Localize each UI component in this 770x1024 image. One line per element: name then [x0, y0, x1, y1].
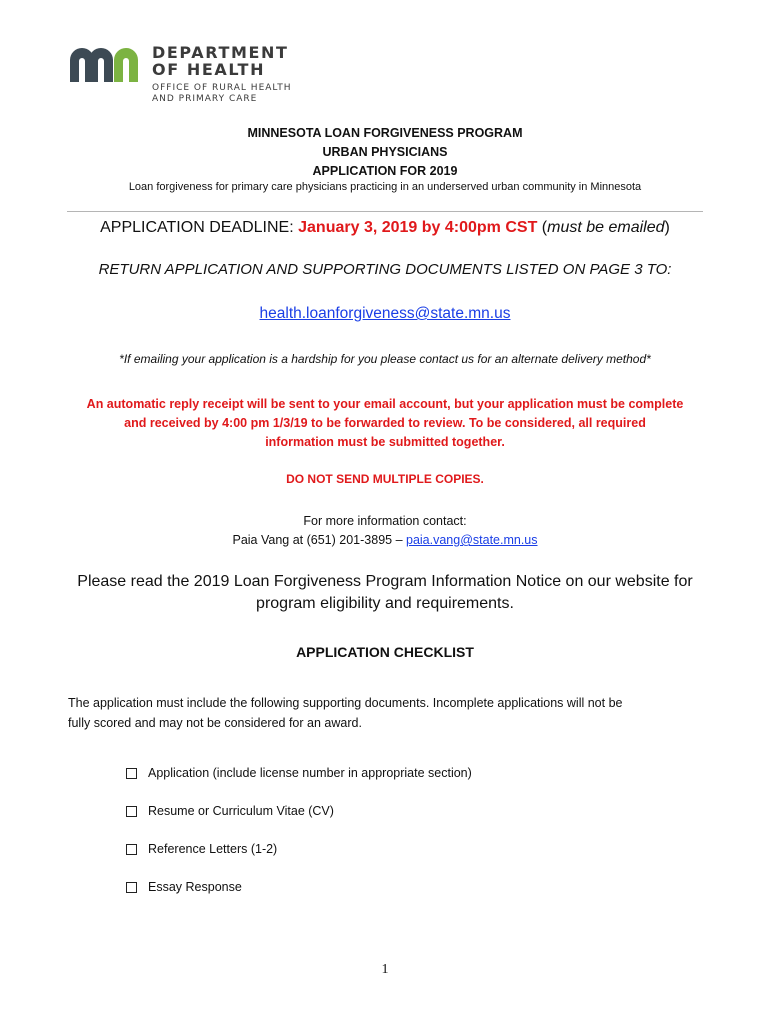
- checklist-title: APPLICATION CHECKLIST: [296, 644, 474, 660]
- deadline-open-paren: (: [537, 219, 548, 236]
- auto-reply-notice: [0, 395, 770, 452]
- checkbox[interactable]: [126, 768, 137, 779]
- checklist-intro-line-2: fully scored and may not be considered for an award.: [68, 716, 362, 730]
- checklist-item-label: Resume or Curriculum Vitae (CV): [148, 804, 334, 818]
- checklist-item-resume[interactable]: [126, 792, 472, 830]
- logo-line-4: AND PRIMARY CARE: [152, 94, 258, 104]
- program-title: MINNESOTA LOAN FORGIVENESS PROGRAM: [247, 126, 523, 140]
- info-notice-line-2: program eligibility and requirements.: [256, 595, 514, 612]
- checklist-item-label: Reference Letters (1-2): [148, 842, 278, 856]
- logo-line-1: DEPARTMENT: [152, 43, 289, 62]
- application-deadline: [0, 219, 770, 237]
- contact-details: [0, 531, 770, 550]
- checklist-intro-line-1: The application must include the following supporting documents. Incomplete applications will not be: [68, 696, 623, 710]
- checklist-item-label: Essay Response: [148, 880, 242, 894]
- deadline-label: APPLICATION DEADLINE: [100, 219, 290, 236]
- contact-heading: For more information contact:: [303, 514, 467, 528]
- application-year: APPLICATION FOR 2019: [312, 164, 458, 178]
- checklist-items: [126, 754, 472, 906]
- return-email-link[interactable]: health.loanforgiveness@state.mn.us: [259, 305, 511, 322]
- contact-info: [0, 512, 770, 550]
- document-header: [0, 124, 770, 193]
- program-description: Loan forgiveness for primary care physicians practicing in an underserved urban community in Minnesota: [128, 181, 642, 193]
- checkbox[interactable]: [126, 882, 137, 893]
- auto-reply-line-2: and received by 4:00 pm 1/3/19 to be forwarded to review. To be considered, all required: [124, 416, 646, 430]
- logo-line-3: OFFICE OF RURAL HEALTH: [152, 83, 292, 93]
- checklist-item-essay[interactable]: [126, 868, 472, 906]
- horizontal-divider: [67, 211, 703, 212]
- info-notice: [0, 571, 770, 615]
- return-instructions: RETURN APPLICATION AND SUPPORTING DOCUMENTS LISTED ON PAGE 3 TO:: [98, 261, 672, 278]
- deadline-date: January 3, 2019 by 4:00pm CST: [298, 219, 538, 236]
- checkbox[interactable]: [126, 844, 137, 855]
- deadline-note: must be emailed: [547, 219, 665, 236]
- logo-text: [152, 44, 291, 105]
- checklist-item-application[interactable]: [126, 754, 472, 792]
- logo-line-2: OF HEALTH: [152, 60, 266, 79]
- page-number: 1: [381, 962, 389, 977]
- auto-reply-line-1: An automatic reply receipt will be sent to your email account, but your application must be complete: [86, 397, 684, 411]
- deadline-colon: :: [289, 219, 294, 236]
- mdh-logo: [68, 44, 291, 105]
- checkbox[interactable]: [126, 806, 137, 817]
- minnesota-logo-mark-icon: [68, 44, 144, 82]
- program-subtitle: URBAN PHYSICIANS: [322, 145, 448, 159]
- checklist-item-references[interactable]: [126, 830, 472, 868]
- contact-name-phone: Paia Vang at (651) 201-3895 –: [232, 533, 406, 547]
- auto-reply-line-3: information must be submitted together.: [265, 435, 505, 449]
- hardship-note: *If emailing your application is a hardship for you please contact us for an alternate delivery method*: [119, 352, 651, 366]
- checklist-intro: [68, 693, 708, 733]
- deadline-close-paren: ): [664, 219, 670, 236]
- contact-email-link[interactable]: paia.vang@state.mn.us: [406, 533, 538, 547]
- checklist-item-label: Application (include license number in appropriate section): [148, 766, 472, 780]
- info-notice-line-1: Please read the 2019 Loan Forgiveness Program Information Notice on our website for: [77, 573, 693, 590]
- no-copies-warning: DO NOT SEND MULTIPLE COPIES.: [286, 472, 484, 486]
